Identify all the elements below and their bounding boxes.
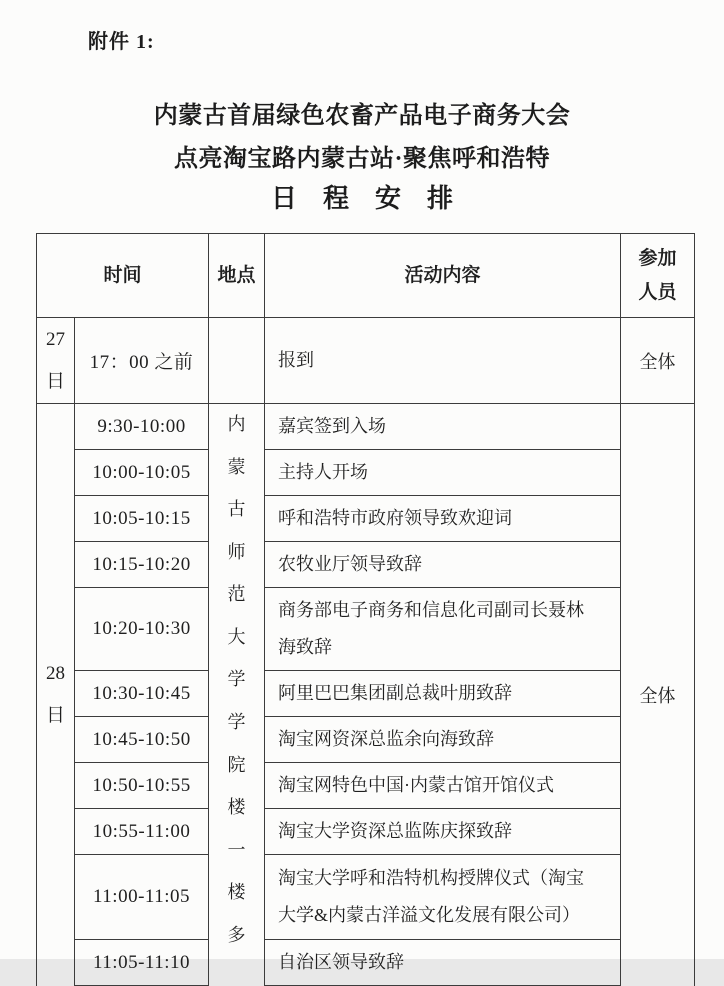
participants-cell: 全体 <box>621 318 695 404</box>
activity-cell: 淘宝网特色中国·内蒙古馆开馆仪式 <box>265 763 621 809</box>
day-number: 27 <box>46 328 65 350</box>
schedule-row <box>37 671 695 717</box>
location-char: 楼 <box>227 882 246 903</box>
location-char: 楼 <box>227 797 246 818</box>
schedule-row-day27 <box>37 318 695 404</box>
location-char: 范 <box>227 584 246 605</box>
schedule-row <box>37 940 695 986</box>
time-cell: 10:45-10:50 <box>75 717 209 763</box>
location-char: 内 <box>227 414 246 434</box>
location-char: 师 <box>227 541 246 562</box>
table-header-row <box>37 234 695 318</box>
activity-cell: 淘宝网资深总监余向海致辞 <box>265 717 621 763</box>
time-cell: 10:55-11:00 <box>75 809 209 855</box>
schedule-row <box>37 855 695 940</box>
time-cell: 17：00 之前 <box>75 318 209 404</box>
activity-cell: 嘉宾签到入场 <box>265 404 621 450</box>
attachment-label: 附件 1: <box>88 31 155 53</box>
day-number: 28 <box>46 662 65 684</box>
schedule-row <box>37 404 695 450</box>
activity-cell: 淘宝大学资深总监陈庆探致辞 <box>265 809 621 855</box>
activity-cell: 淘宝大学呼和浩特机构授牌仪式（淘宝大学&内蒙古洋溢文化发展有限公司） <box>265 855 621 940</box>
day-cell-27 <box>37 318 75 404</box>
participants-cell: 全体 <box>621 404 695 986</box>
location-char: 学 <box>227 712 246 733</box>
time-cell: 10:20-10:30 <box>75 588 209 671</box>
conference-subtitle: 点亮淘宝路内蒙古站·聚焦呼和浩特 <box>173 146 550 172</box>
schedule-row <box>37 450 695 496</box>
schedule-row <box>37 542 695 588</box>
time-cell: 10:05-10:15 <box>75 496 209 542</box>
location-cell <box>209 404 265 986</box>
time-cell: 11:05-11:10 <box>75 940 209 986</box>
header-cell-activity: 活动内容 <box>265 234 621 318</box>
location-vertical-text <box>209 404 264 953</box>
location-char: 大 <box>227 626 246 647</box>
activity-cell: 呼和浩特市政府领导致欢迎词 <box>265 496 621 542</box>
header-cell-participants: 参加人员 <box>621 234 695 318</box>
day-cell-28 <box>37 404 75 986</box>
time-cell: 10:00-10:05 <box>75 450 209 496</box>
day-char: 日 <box>45 704 65 726</box>
activity-cell: 阿里巴巴集团副总裁叶朋致辞 <box>265 671 621 717</box>
location-char: 古 <box>227 499 246 520</box>
location-char: 学 <box>227 669 246 690</box>
location-char: 院 <box>227 754 246 775</box>
time-cell: 10:50-10:55 <box>75 763 209 809</box>
schedule-row <box>37 588 695 671</box>
location-cell-empty <box>209 318 265 404</box>
location-char: 一 <box>227 839 246 860</box>
header-cell-location: 地点 <box>209 234 265 318</box>
header-cell-time: 时间 <box>37 234 209 318</box>
time-cell: 11:00-11:05 <box>75 855 209 940</box>
activity-cell: 农牧业厅领导致辞 <box>265 542 621 588</box>
activity-cell: 商务部电子商务和信息化司副司长聂林海致辞 <box>265 588 621 671</box>
schedule-row <box>37 496 695 542</box>
location-char: 多 <box>227 924 246 945</box>
schedule-row <box>37 809 695 855</box>
activity-cell: 自治区领导致辞 <box>265 940 621 986</box>
time-cell: 10:30-10:45 <box>75 671 209 717</box>
schedule-row <box>37 717 695 763</box>
schedule-row <box>37 763 695 809</box>
location-char: 蒙 <box>227 456 246 477</box>
activity-cell: 主持人开场 <box>265 450 621 496</box>
time-cell: 9:30-10:00 <box>75 404 209 450</box>
conference-title: 内蒙古首届绿色农畜产品电子商务大会 <box>153 103 571 129</box>
time-cell: 10:15-10:20 <box>75 542 209 588</box>
schedule-heading: 日程安排 <box>270 184 479 213</box>
day-char: 日 <box>45 370 65 392</box>
activity-cell: 报到 <box>265 318 621 404</box>
schedule-table <box>36 233 695 986</box>
